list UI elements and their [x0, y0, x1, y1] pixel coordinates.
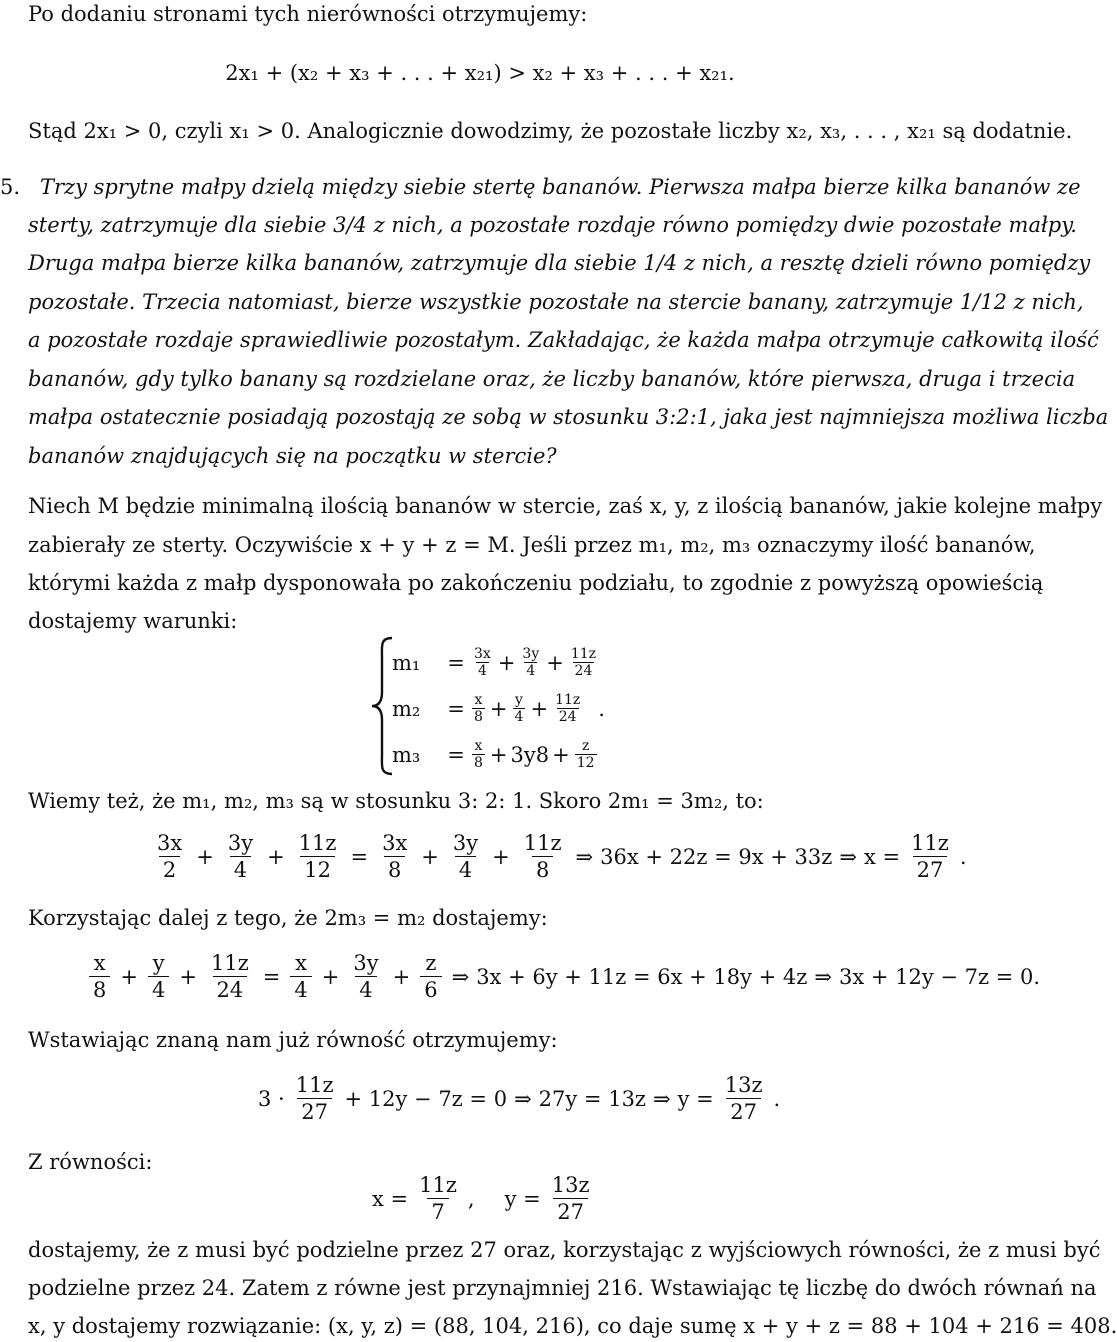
implies-arrow: ⇒	[653, 1086, 671, 1111]
fraction: $\frac{x}{4}$	[290, 950, 311, 1003]
fraction: $\frac{z}{12}$	[576, 738, 595, 771]
m2-label: m₂	[392, 696, 421, 721]
problem-number: 5.	[0, 175, 21, 199]
system-row-2: m₂ = $\frac{x}{8}$ + $\frac{y}{4}$ + $\frac{11z}{24}$ .	[392, 692, 605, 725]
fraction: $\frac{11z}{12}$	[298, 831, 337, 882]
fraction: $\frac{3y}{4}$	[227, 831, 254, 882]
conclusion-line-3: x, y dostajemy rozwiązanie: (x, y, z) = (88, 104, 216), co daje sumę x + y + z = 88 + 104 + 216 = 408.	[28, 1314, 1117, 1338]
from-equality-label: Z równości:	[28, 1150, 153, 1174]
final-expressions: x = $\frac{11z}{7}$ , y = $\frac{13z}{27}$	[372, 1172, 597, 1225]
problem-line-4: pozostałe. Trzecia natomiast, bierze wszystkie pozostałe na stercie banany, zatrzymuje 1/12 z nich,	[28, 290, 1084, 314]
fraction: $\frac{3y}{4}$	[522, 646, 540, 679]
system-row-3: m₃ = $\frac{x}{8}$ + 3y8 + $\frac{z}{12}$	[392, 738, 595, 771]
fraction: $\frac{3x}{8}$	[382, 831, 408, 882]
conclusion-line-1: dostajemy, że z musi być podzielne przez 27 oraz, korzystając z wyjściowych równości, że z musi być	[28, 1238, 1101, 1262]
fraction: $\frac{13z}{27}$	[551, 1173, 590, 1224]
fraction: $\frac{11z}{27}$	[911, 831, 949, 882]
fraction: $\frac{11z}{8}$	[523, 831, 562, 882]
fraction: $\frac{y}{4}$	[514, 692, 524, 725]
equation-y-solved: 3 · $\frac{11z}{27}$ + 12y − 7z = 0 ⇒ 27y = 13z ⇒ y = $\frac{13z}{27}$ .	[258, 1073, 781, 1124]
m3-label: m₃	[392, 742, 421, 767]
fraction: $\frac{x}{8}$	[89, 950, 110, 1003]
fraction: $\frac{y}{4}$	[148, 950, 169, 1003]
problem-line-1: Trzy sprytne małpy dzielą między siebie stertę bananów. Pierwsza małpa bierze kilka bananów ze	[40, 175, 1081, 199]
fraction: $\frac{11z}{27}$	[295, 1073, 334, 1124]
fraction: $\frac{3y}{4}$	[353, 951, 379, 1002]
fraction: $\frac{3y}{4}$	[452, 831, 479, 882]
fraction: $\frac{11z}{24}$	[555, 692, 581, 725]
fraction: $\frac{11z}{24}$	[570, 646, 597, 679]
fraction: $\frac{3x}{4}$	[474, 646, 491, 679]
problem-line-6: bananów, gdy tylko banany są rozdzielane oraz, że liczby bananów, które pierwsza, druga i trzecia	[28, 367, 1076, 391]
equation-y: $\frac{x}{8}$ + $\frac{y}{4}$ + $\frac{11z}{24}$ = $\frac{x}{4}$ + $\frac{3y}{4}$ + $\frac{z}{6}$ ⇒ 3x + 6y + 11z = 6x + 18y + 4z ⇒ 3x + 12y − 7z = 0.	[86, 950, 1040, 1003]
positivity-line: Stąd 2x₁ > 0, czyli x₁ > 0. Analogicznie dowodzimy, że pozostałe liczby x₂, x₃, . . . , x₂₁ są dodatnie.	[28, 119, 1073, 143]
fraction: $\frac{11z}{24}$	[210, 951, 249, 1002]
fraction: $\frac{3x}{2}$	[157, 831, 183, 882]
problem-line-5: a pozostałe rozdaje sprawiedliwie pozostałym. Zakładając, że każda małpa otrzymuje całkowitą ilość	[28, 328, 1099, 352]
problem-line-8: bananów znajdujących się na początku w stercie?	[28, 444, 557, 468]
equation-x: $\frac{3x}{2}$ + $\frac{3y}{4}$ + $\frac{11z}{12}$ = $\frac{3x}{8}$ + $\frac{3y}{4}$ + $\frac{11z}{8}$ ⇒ 36x + 22z = 9x + 33z ⇒ x = $\frac{11z}{27}$ .	[150, 830, 967, 883]
fraction: $\frac{13z}{27}$	[724, 1073, 763, 1124]
implies-arrow: ⇒	[514, 1086, 532, 1111]
problem-line-7: małpa ostatecznie posiadają pozostają ze sobą w stosunku 3:2:1, jaka jest najmniejsza możliwa liczba	[28, 405, 1109, 429]
fraction: $\frac{x}{8}$	[474, 692, 483, 725]
solution-line-4: dostajemy warunki:	[28, 609, 238, 633]
implies-arrow: ⇒	[451, 964, 470, 989]
fraction: $\frac{11z}{7}$	[419, 1173, 457, 1224]
implies-arrow: ⇒	[814, 964, 832, 989]
solution-line-1: Niech M będzie minimalną ilością bananów w stercie, zaś x, y, z ilością bananów, jakie kolejne małpy	[28, 494, 1103, 518]
substitution-line: Korzystając dalej z tego, że 2m₃ = m₂ dostajemy:	[28, 906, 548, 930]
conclusion-line-2: podzielne przez 24. Zatem z równe jest przynajmniej 216. Wstawiając tę liczbę do dwóch równań na	[28, 1276, 1097, 1300]
intro-line: Po dodaniu stronami tych nierówności otrzymujemy:	[28, 2, 588, 26]
problem-line-3: Druga małpa bierze kilka bananów, zatrzymuje dla siebie 1/4 z nich, a resztę dzieli równo pomiędzy	[28, 251, 1091, 275]
fraction: $\frac{x}{8}$	[474, 738, 483, 771]
implies-arrow: ⇒	[575, 844, 594, 869]
implies-arrow: ⇒	[839, 844, 857, 869]
ratio-line: Wiemy też, że m₁, m₂, m₃ są w stosunku 3: 2: 1. Skoro 2m₁ = 3m₂, to:	[28, 789, 764, 813]
known-equality-line: Wstawiając znaną nam już równość otrzymujemy:	[28, 1028, 558, 1052]
problem-line-2: sterty, zatrzymuje dla siebie 3/4 z nich, a pozostałe rozdaje równo pomiędzy dwie pozostałe małpy.	[28, 213, 1077, 237]
fraction: $\frac{z}{6}$	[420, 950, 441, 1003]
solution-line-2: zabierały ze sterty. Oczywiście x + y + z = M. Jeśli przez m₁, m₂, m₃ oznaczymy ilość bananów,	[28, 533, 1036, 557]
solution-line-3: którymi każda z małp dysponowała po zakończeniu podziału, to zgodnie z powyższą opowieścią	[28, 571, 1044, 595]
m1-label: m₁	[392, 650, 421, 675]
system-row-1: m₁ = $\frac{3x}{4}$ + $\frac{3y}{4}$ + $\frac{11z}{24}$	[392, 646, 597, 679]
inequality-sum: 2x₁ + (x₂ + x₃ + . . . + x₂₁) > x₂ + x₃ + . . . + x₂₁.	[225, 61, 735, 85]
